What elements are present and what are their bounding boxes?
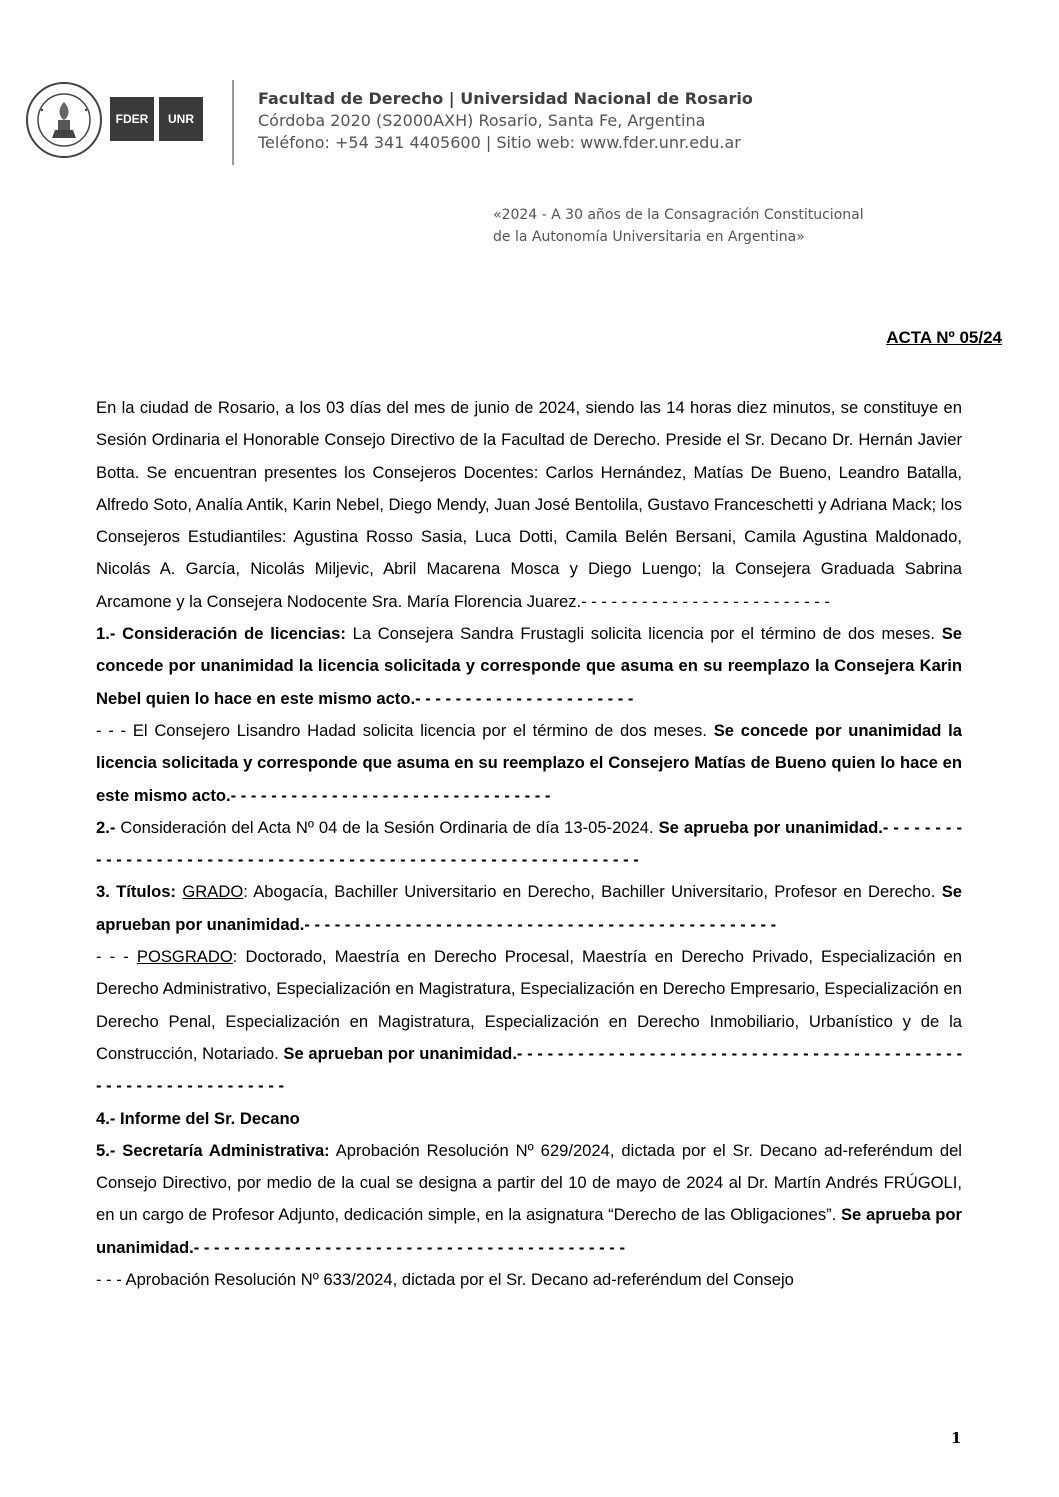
- unr-logo: UNR: [159, 97, 203, 141]
- item-3-heading: 3. Títulos:: [96, 882, 177, 902]
- item-3-grado-label: GRADO: [182, 882, 244, 902]
- page-number: 1: [951, 1429, 962, 1447]
- item-1b-text: El Consejero Lisandro Hadad solicita licencia por el término de dos meses.: [126, 720, 714, 740]
- fder-logo: FDER: [110, 97, 154, 141]
- item-1-paragraph: [96, 618, 962, 715]
- item-1-text: La Consejera Sandra Frustagli solicita licencia por el término de dos meses.: [345, 624, 942, 644]
- item-2-text: Consideración del Acta Nº 04 de la Sesión Ordinaria de día 13-05-2024.: [115, 817, 659, 837]
- item-5-paragraph: [96, 1135, 962, 1264]
- item-5-resolution: Se aprueba por unanimidad.- - - - - - - - - - - - - - - - - - - - - - - - - - - - - - - - - - - - - - - - - - -: [96, 1205, 962, 1257]
- item-3-resolution: Se aprueban por unanimidad.- - - - - - - - - - - - - - - - - - - - - - - - - - - - - - - - - - - - - - - - - - - - - - -: [96, 882, 962, 934]
- item-5-text: Aprobación Resolución Nº 629/2024, dictada por el Sr. Decano ad-referéndum del Consejo Directivo, por medio de la cual se designa a partir del 10 de mayo de 2024 al Dr. Martín Andrés FRÚGOLI, en un cargo de Profesor Adjunto, dedicación simple, en la asignatura “Derecho de las Obligaciones”.: [96, 1140, 962, 1225]
- motto-line-2: de la Autonomía Universitaria en Argentina»: [493, 229, 805, 245]
- letterhead: [24, 80, 1024, 190]
- item-1b-paragraph: [96, 715, 962, 812]
- item-3b-text: : Doctorado, Maestría en Derecho Procesal, Maestría en Derecho Privado, Especialización en Derecho Administrativo, Especialización en Magistratura, Especialización en Derecho Empresario, Especialización en Derecho Penal, Especialización en Magistratura, Especialización en Derecho Inmobiliario, Urbanístico y de la Construcción, Notariado.: [96, 947, 962, 1063]
- item-5b-text: Aprobación Resolución Nº 633/2024, dictada por el Sr. Decano ad-referéndum del Consejo: [121, 1270, 794, 1290]
- item-3b-dashes: - - -: [96, 947, 137, 967]
- letterhead-institution: Facultad de Derecho | Universidad Nacional de Rosario: [258, 89, 753, 108]
- item-3-text: : Abogacía, Bachiller Universitario en Derecho, Bachiller Universitario, Profesor en Derecho.: [243, 882, 942, 902]
- letterhead-contact: Teléfono: +54 341 4405600 | Sitio web: www.fder.unr.edu.ar: [258, 133, 741, 152]
- letterhead-divider: [232, 80, 234, 165]
- item-4-heading: 4.- Informe del Sr. Decano: [96, 1108, 300, 1128]
- item-3-paragraph: [96, 876, 962, 941]
- motto-line-1: «2024 - A 30 años de la Consagración Constitucional: [493, 207, 864, 223]
- item-2-resolution: Se aprueba por unanimidad.- - - - - - - - - - - - - - - - - - - - - - - - - - - - - - - - - - - - - - - - - - - - - - - - - - - - - - - - - - - - - -: [96, 817, 962, 870]
- item-3b-paragraph: [96, 941, 962, 1102]
- dash-prefix-2: - - -: [96, 1270, 122, 1290]
- item-5b-paragraph: [96, 1264, 962, 1296]
- item-2-paragraph: [96, 812, 962, 877]
- item-1-heading: 1.- Consideración de licencias:: [96, 624, 346, 644]
- item-2-number: 2.-: [96, 817, 116, 837]
- university-seal-icon: [24, 80, 104, 160]
- item-3-posgrado-label: POSGRADO: [136, 947, 233, 967]
- item-1-resolution: Se concede por unanimidad la licencia solicitada y corresponde que asuma en su reemplazo la Consejera Karin Nebel quien lo hace en este mismo acto.- - - - - - - - - - - - - - - - - - - - - -: [96, 624, 962, 708]
- intro-paragraph: En la ciudad de Rosario, a los 03 días del mes de junio de 2024, siendo las 14 horas diez minutos, se constituye en Sesión Ordinaria el Honorable Consejo Directivo de la Facultad de Derecho. Preside el Sr. Decano Dr. Hernán Javier Botta. Se encuentran presentes los Consejeros Docentes: Carlos Hernández, Matías De Bueno, Leandro Batalla, Alfredo Soto, Analía Antik, Karin Nebel, Diego Mendy, Juan José Bentolila, Gustavo Franceschetti y Adriana Mack; los Consejeros Estudiantiles: Agustina Rosso Sasia, Luca Dotti, Camila Belén Bersani, Camila Agustina Maldonado, Nicolás A. García, Nicolás Miljevic, Abril Macarena Mosca y Diego Luengo; la Consejera Graduada Sabrina Arcamone y la Consejera Nodocente Sra. María Florencia Juarez.- - - - - - - - - - - - - - - - - - - - - - - - -: [96, 398, 962, 611]
- item-1b-resolution: Se concede por unanimidad la licencia solicitada y corresponde que asuma en su reemplazo el Consejero Matías de Bueno quien lo hace en este mismo acto.- - - - - - - - - - - - - - - - - - - - - - - - - - - - - - - -: [96, 720, 962, 805]
- motto: [493, 204, 864, 248]
- dash-prefix: - - -: [96, 720, 127, 740]
- letterhead-address: Córdoba 2020 (S2000AXH) Rosario, Santa Fe, Argentina: [258, 111, 706, 130]
- document-body: [96, 392, 962, 1296]
- item-5-heading: 5.- Secretaría Administrativa:: [96, 1140, 330, 1160]
- document-title: ACTA Nº 05/24: [886, 328, 1002, 347]
- letterhead-text: [258, 88, 753, 154]
- item-3b-resolution: Se aprueban por unanimidad.- - - - - - - - - - - - - - - - - - - - - - - - - - - - - - - - - - - - - - - - - - - - - - - - - - - - - - - - - - - - - - -: [96, 1043, 962, 1096]
